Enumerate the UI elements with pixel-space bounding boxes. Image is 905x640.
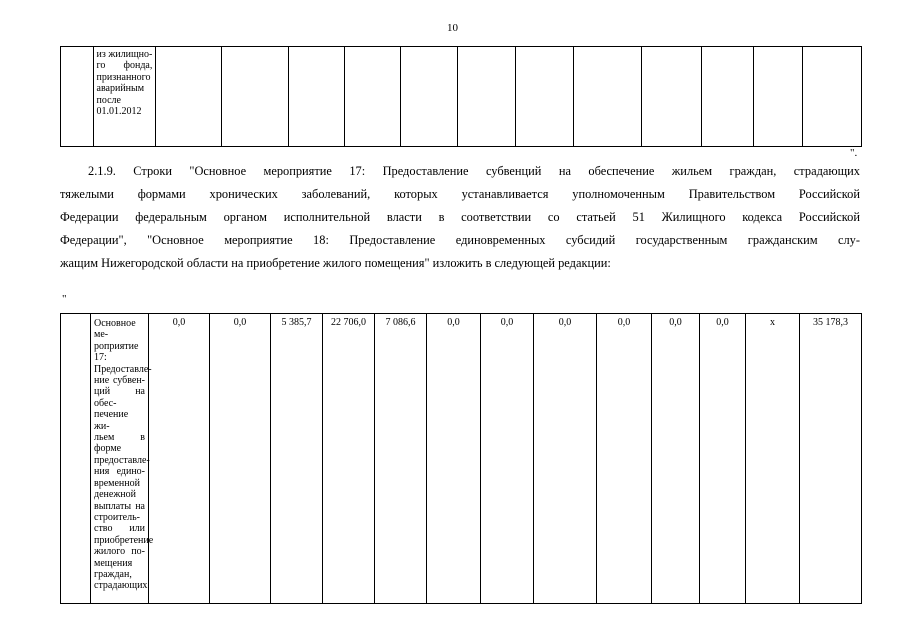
table-cell-value xyxy=(375,314,427,604)
table-cell-index xyxy=(61,47,94,147)
cell-text-line: признанного xyxy=(96,71,151,83)
value-text: 22 706,0 xyxy=(331,317,366,328)
value-text: 0,0 xyxy=(172,317,186,328)
cell-text-line: льем в форме xyxy=(94,432,145,455)
table-cell xyxy=(516,47,573,147)
value-text: 0,0 xyxy=(669,317,682,328)
paragraph-line: жащим Нижегородской области на приобретение жилого помещения" изложить в следующей редакции: xyxy=(60,256,611,270)
value-text: 0,0 xyxy=(233,317,247,328)
table-cell xyxy=(701,47,753,147)
cell-text-line: приобретение xyxy=(94,534,154,546)
row-description-text xyxy=(91,314,154,592)
table-cell-value xyxy=(746,314,800,604)
table-cell xyxy=(288,47,344,147)
table-cell-value xyxy=(149,314,210,604)
cell-text-line: роприятие 17: xyxy=(94,340,139,364)
table-cell-value xyxy=(210,314,271,604)
table-cell-value xyxy=(534,314,597,604)
table-cell-value xyxy=(427,314,481,604)
value-text: 0,0 xyxy=(447,317,460,328)
cell-text-line: аварийным xyxy=(96,83,145,95)
cell-text-line: жилого по- xyxy=(94,546,145,558)
paragraph-line: 2.1.9. Строки "Основное мероприятие 17: Предоставление субвенций на обеспечение жильем граждан, страдающих xyxy=(88,164,860,178)
cell-text-line: выплаты на xyxy=(94,500,145,512)
cell-text-line: 01.01.2012 xyxy=(96,106,142,118)
paragraph-line: тяжелыми формами хронических заболеваний, которых устанавливается уполномоченным Правительством Российской xyxy=(60,187,860,201)
table-row xyxy=(61,47,862,147)
table-cell-value xyxy=(323,314,375,604)
cell-text-line: из жилищно- xyxy=(96,49,153,60)
cell-text-line: ние субвен- xyxy=(94,375,145,387)
table-cell xyxy=(573,47,641,147)
cell-text-line: ство или xyxy=(94,523,145,535)
cell-text-line: временной xyxy=(94,477,140,489)
cell-text-line: граждан, xyxy=(94,568,132,580)
cell-text-line: после xyxy=(96,94,121,106)
table-cell-value xyxy=(481,314,534,604)
table-cell xyxy=(803,47,862,147)
table-cell-description xyxy=(91,314,154,604)
value-text: 7 086,6 xyxy=(385,317,416,328)
table-cell xyxy=(641,47,701,147)
cell-text-line: мещения xyxy=(94,557,133,569)
closing-quote: ". xyxy=(850,147,858,159)
cell-text-line: страдающих xyxy=(94,580,148,592)
table-cell xyxy=(222,47,288,147)
paragraph-line: Федерации", "Основное мероприятие 18: Предоставление единовременных субсидий государственным гражданским слу- xyxy=(60,233,860,247)
amendment-paragraph xyxy=(60,160,860,275)
table-cell-value xyxy=(652,314,700,604)
cell-text-line: денежной xyxy=(94,489,136,501)
cell-text-line: ций на обес- xyxy=(94,386,145,409)
cell-text-line: Основное ме- xyxy=(94,318,136,341)
value-text: 0,0 xyxy=(500,317,514,328)
table-row xyxy=(61,314,862,604)
table-cell xyxy=(401,47,457,147)
table-cell-value xyxy=(271,314,323,604)
value-text: x xyxy=(770,317,775,328)
cell-text-line: ния едино- xyxy=(94,466,145,478)
page-number: 10 xyxy=(447,22,458,34)
table-cell xyxy=(753,47,803,147)
table-cell-description xyxy=(93,47,156,147)
cell-text-line: предоставле- xyxy=(94,454,150,466)
table-cell-index xyxy=(61,314,91,604)
value-text: 0,0 xyxy=(617,317,631,328)
paragraph-line: Федерации федеральным органом исполнительной власти в соответствии со статьей 51 Жилищного кодекса Российской xyxy=(60,210,860,224)
table-cell xyxy=(344,47,400,147)
table-cell xyxy=(457,47,516,147)
value-text: 35 178,3 xyxy=(813,317,848,328)
cell-text-line: строитель- xyxy=(94,511,140,523)
opening-quote: " xyxy=(62,293,67,305)
table-top-fragment xyxy=(60,46,862,147)
value-text: 0,0 xyxy=(558,317,572,328)
cell-text-line: печение жи- xyxy=(94,409,129,432)
table-cell-value xyxy=(700,314,746,604)
table-cell-value xyxy=(597,314,652,604)
value-text: 0,0 xyxy=(716,317,729,328)
value-text: 5 385,7 xyxy=(281,317,312,328)
table-main xyxy=(60,313,862,604)
cell-text-line: Предоставле- xyxy=(94,363,152,375)
table-cell-value xyxy=(800,314,862,604)
row-description-text xyxy=(94,47,156,117)
cell-text-line: го фонда, xyxy=(96,60,153,72)
table-cell xyxy=(156,47,222,147)
